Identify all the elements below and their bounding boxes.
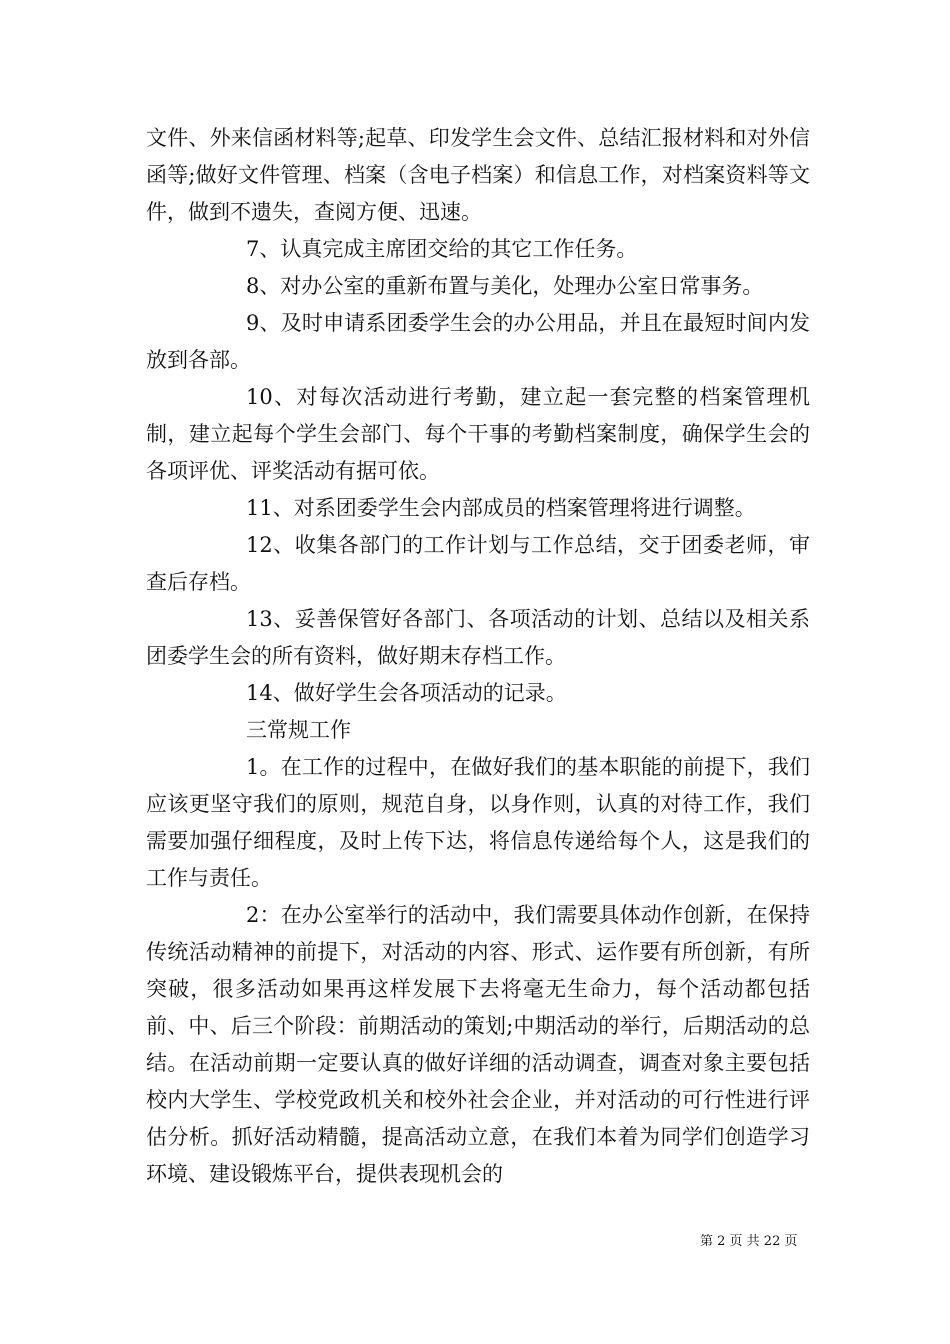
paragraph-item-10: 10、对每次活动进行考勤，建立起一套完整的档案管理机制，建立起每个学生会部门、每个干事的考勤档案制度，确保学生会的各项评优、评奖活动有据可依。 — [146, 385, 810, 483]
page-number-footer: 第 2 页 共 22 页 — [700, 1234, 798, 1249]
paragraph-item-12: 12、收集各部门的工作计划与工作总结，交于团委老师，审查后存档。 — [146, 533, 810, 594]
paragraph-item-11: 11、对系团委学生会内部成员的档案管理将进行调整。 — [246, 496, 756, 520]
paragraph-item-13: 13、妥善保管好各部门、各项活动的计划、总结以及相关系团委学生会的所有资料，做好期末存档工作。 — [146, 607, 810, 668]
paragraph-item-14: 14、做好学生会各项活动的记录。 — [246, 681, 567, 705]
paragraph-continuation: 文件、外来信函材料等;起草、印发学生会文件、总结汇报材料和对外信函等;做好文件管理、档案（含电子档案）和信息工作，对档案资料等文件，做到不遗失，查阅方便、迅速。 — [146, 126, 810, 224]
paragraph-item-7: 7、认真完成主席团交给的其它工作任务。 — [246, 237, 638, 261]
paragraph-routine-2: 2：在办公室举行的活动中，我们需要具体动作创新，在保持传统活动精神的前提下，对活动的内容、形式、运作要有所创新，有所突破，很多活动如果再这样发展下去将毫无生命力，每个活动都包括前、中、后三个阶段：前期活动的策划;中期活动的举行，后期活动的总结。在活动前期一定要认真的做好详细的活动调查，调查对象主要包括校内大学生、学校党政机关和校外社会企业，并对活动的可行性进行评估分析。抓好活动精髓，提高活动立意，在我们本着为同学们创造学习环境、建设锻炼平台，提供表现机会的 — [146, 903, 810, 1186]
paragraph-item-9: 9、及时申请系团委学生会的办公用品，并且在最短时间内发放到各部。 — [146, 311, 810, 372]
document-body — [146, 120, 810, 1193]
paragraph-item-8: 8、对办公室的重新布置与美化，处理办公室日常事务。 — [246, 274, 764, 298]
paragraph-routine-1: 1。在工作的过程中，在做好我们的基本职能的前提下，我们应该更坚守我们的原则，规范自身，以身作则，认真的对待工作，我们需要加强仔细程度，及时上传下达，将信息传递给每个人，这是我们的工作与责任。 — [146, 755, 810, 890]
section-heading: 三常规工作 — [246, 718, 351, 742]
